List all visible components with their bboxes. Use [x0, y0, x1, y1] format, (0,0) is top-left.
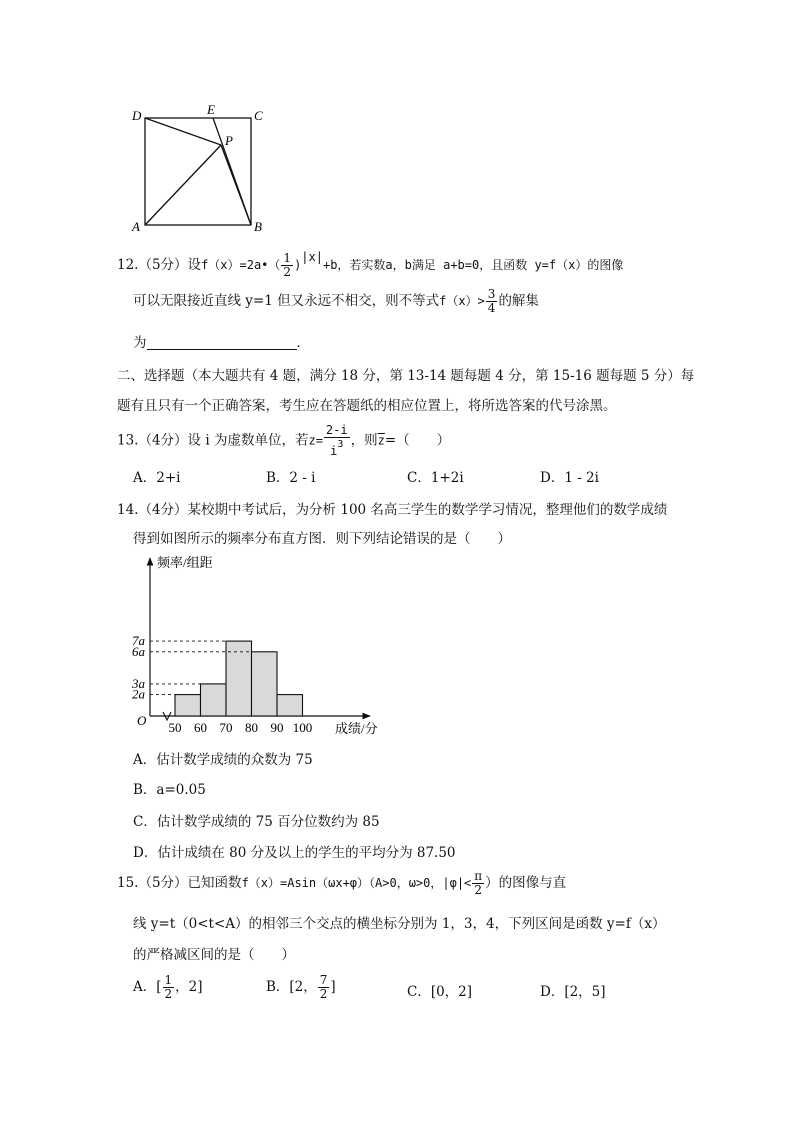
- q15-pi-half: $\frac{\pi}{2}$: [474, 869, 483, 897]
- label-p: P: [225, 133, 233, 148]
- label-b: B: [254, 219, 262, 234]
- label-e: E: [207, 102, 215, 117]
- q12-line2: 可以无限接近直线 y=1 但又永远不相交，则不等式f（x）> $\frac{3}{4}$ 的解集: [133, 287, 539, 315]
- q12-three-quarters: $\frac{3}{4}$: [487, 287, 496, 315]
- origin-label: O: [137, 713, 147, 728]
- q14-option-b[interactable]: B．a=0.05: [133, 782, 206, 798]
- q13-fraction: $\frac{2-i}{i^3}$: [325, 423, 348, 458]
- q13-option-b[interactable]: B．2 - i: [266, 470, 316, 486]
- x-tick-90: 90: [270, 720, 284, 735]
- q12-line1: 12.（5分）设f（x）=2a•（ $\frac{1}{2}$ )|x|+b，若实数a，b满足 a+b=0，且函数 y=f（x）的图像: [117, 250, 624, 279]
- q12-number: 12.（5分）设: [117, 257, 202, 273]
- section2-line2: 题有且只有一个正确答案，考生应在答题纸的相应位置上，将所选答案的代号涂黑。: [117, 398, 617, 414]
- q15-option-d[interactable]: D．[2，5]: [540, 984, 606, 1000]
- y-axis-label: 频率/组距: [157, 555, 213, 570]
- q14-option-d[interactable]: D．估计成绩在 80 分及以上的学生的平均分为 87.50: [133, 845, 456, 861]
- y-tick-7a: 7a: [132, 633, 145, 649]
- frequency-histogram: [125, 548, 395, 743]
- section2-line1: 二、选择题（本大题共有 4 题，满分 18 分，第 13-14 题每题 4 分，第 15-16 题每题 5 分）每: [117, 368, 695, 384]
- label-d: D: [132, 108, 142, 123]
- histogram-bar-80-90: [252, 652, 278, 716]
- q12-line3: 为 ．: [133, 335, 310, 351]
- q13-option-d[interactable]: D．1 - 2i: [540, 470, 599, 486]
- histogram-bar-60-70: [201, 684, 227, 716]
- q12-tail: +b，若实数a，b满足 a+b=0，且函数 y=f（x）的图像: [322, 258, 624, 272]
- q14-line2: 得到如图所示的频率分布直方图．则下列结论错误的是（ ）: [133, 531, 511, 547]
- q15-option-b[interactable]: B．[2， $\frac{7}{2}$ ]: [266, 973, 336, 1001]
- q15-option-a[interactable]: A．[ $\frac{1}{2}$ ，2]: [133, 973, 203, 1001]
- q12-function: f（x）=2a•（: [201, 258, 281, 272]
- x-tick-100: 100: [292, 720, 313, 735]
- segment-p-b: [221, 145, 251, 225]
- histogram-bar-90-100: [277, 695, 303, 716]
- q13-option-a[interactable]: A．2+i: [133, 470, 181, 486]
- q12-answer-blank[interactable]: [147, 335, 297, 350]
- y-tick-6a: 6a: [132, 643, 145, 659]
- x-axis-label: 成绩/分: [335, 721, 378, 736]
- segment-a-p: [145, 145, 221, 225]
- label-a: A: [132, 219, 140, 234]
- q13-stem: 13.（4分）设 i 为虚数单位，若z= $\frac{2-i}{i^3}$ ，则$\overline{z}=$（ ）: [117, 423, 451, 458]
- segment-d-p: [145, 118, 221, 145]
- x-tick-80: 80: [245, 720, 258, 735]
- label-c: C: [254, 108, 263, 123]
- q15-line3: 的严格减区间的是（ ）: [133, 947, 295, 963]
- q12-half-fraction: $\frac{1}{2}$: [283, 251, 292, 279]
- x-tick-50: 50: [168, 720, 182, 735]
- q15-line1: 15.（5分）已知函数f（x）=Asin（ωx+φ）（A>0，ω>0，|φ|< $\frac{\pi}{2}$ ）的图像与直: [117, 869, 567, 897]
- q15-function: f（x）=Asin（ωx+φ）（A>0，ω>0，|φ|<: [241, 876, 472, 890]
- q12-inequality: f（x）>: [439, 294, 485, 308]
- y-tick-2a: 2a: [132, 686, 145, 702]
- x-tick-60: 60: [194, 720, 207, 735]
- histogram-bar-70-80: [226, 641, 252, 716]
- x-tick-70: 70: [219, 720, 233, 735]
- q15-option-c[interactable]: C．[0，2]: [407, 984, 473, 1000]
- square-figure: [125, 100, 275, 235]
- q14-line1: 14.（4分）某校期中考试后，为分析 100 名高三学生的数学学习情况，整理他们的数学成绩: [117, 502, 668, 518]
- q13-option-c[interactable]: C．1+2i: [407, 470, 464, 486]
- q13-z-conjugate: $\overline{z}$: [377, 433, 385, 448]
- q14-option-c[interactable]: C．估计数学成绩的 75 百分位数约为 85: [133, 814, 380, 830]
- y-tick-3a: 3a: [132, 675, 145, 691]
- q15-line2: 线 y=t（0<t<A）的相邻三个交点的横坐标分别为 1，3，4，下列区间是函数 y=f（x）: [133, 916, 666, 932]
- q14-option-a[interactable]: A．估计数学成绩的众数为 75: [133, 752, 313, 768]
- q12-exponent: |x|: [301, 250, 323, 264]
- histogram-bar-50-60: [175, 695, 201, 716]
